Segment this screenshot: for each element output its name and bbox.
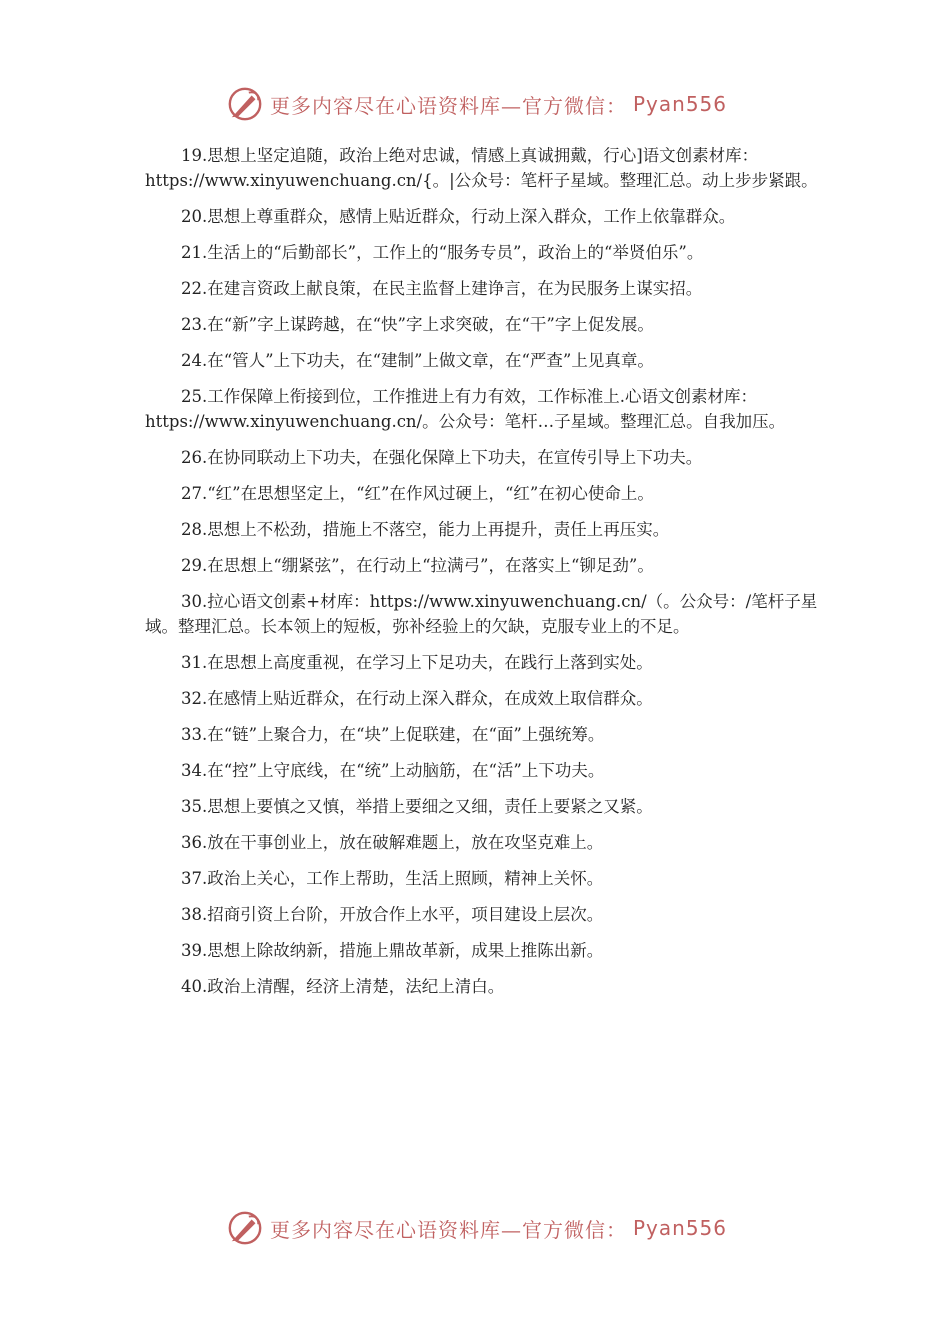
list-item: 27.“红”在思想坚定上，“红”在作风过硬上，“红”在初心使命上。 bbox=[181, 484, 654, 503]
header-banner bbox=[226, 84, 746, 124]
list-item: 31.在思想上高度重视，在学习上下足功夫，在践行上落到实处。 bbox=[181, 653, 653, 672]
banner-text: 更多内容尽在心语资料库—官方微信： bbox=[270, 93, 627, 118]
footer-banner bbox=[226, 1208, 746, 1248]
pen-logo-icon bbox=[226, 85, 264, 123]
list-item: 21.生活上的“后勤部长”，工作上的“服务专员”，政治上的“举贤伯乐”。 bbox=[181, 243, 704, 262]
list-item: 33.在“链”上聚合力，在“块”上促联建，在“面”上强统筹。 bbox=[181, 725, 605, 744]
list-item: 35.思想上要慎之又慎，举措上要细之又细，责任上要紧之又紧。 bbox=[181, 797, 653, 816]
wechat-id: Pyan556 bbox=[633, 1216, 728, 1240]
list-item: 34.在“控”上守底线，在“统”上动脑筋，在“活”上下功夫。 bbox=[181, 761, 605, 780]
list-item: 22.在建言资政上献良策，在民主监督上建诤言，在为民服务上谋实招。 bbox=[181, 279, 703, 298]
list-item: 36.放在干事创业上，放在破解难题上，放在攻坚克难上。 bbox=[181, 833, 604, 852]
list-item: 25.工作保障上衔接到位，工作推进上有力有效，工作标准上.心语文创素材库：https://www.xinyuwenchuang.cn/。公众号：笔杆…子星域。整理汇总。自我加压。 bbox=[145, 387, 786, 431]
list-item: 24.在“管人”上下功夫，在“建制”上做文章，在“严查”上见真章。 bbox=[181, 351, 654, 370]
list-item: 23.在“新”字上谋跨越，在“快”字上求突破，在“干”字上促发展。 bbox=[181, 315, 654, 334]
list-item: 40.政治上清醒，经济上清楚，法纪上清白。 bbox=[181, 977, 505, 996]
list-item: 30.拉心语文创素+材库：https://www.xinyuwenchuang.cn/（。公众号：/笔杆子星域。整理汇总。长本领上的短板，弥补经验上的欠缺，克服专业上的不足。 bbox=[145, 592, 818, 636]
list-item: 38.招商引资上台阶，开放合作上水平，项目建设上层次。 bbox=[181, 905, 604, 924]
list-item: 29.在思想上“绷紧弦”，在行动上“拉满弓”，在落实上“铆足劲”。 bbox=[181, 556, 654, 575]
list-item: 32.在感情上贴近群众，在行动上深入群众，在成效上取信群众。 bbox=[181, 689, 653, 708]
list-item: 39.思想上除故纳新，措施上鼎故革新，成果上推陈出新。 bbox=[181, 941, 604, 960]
list-item: 19.思想上坚定追随，政治上绝对忠诚，情感上真诚拥戴，行心]语文创素材库：https://www.xinyuwenchuang.cn/{。|公众号：笔杆子星域。整理汇总。动上步步紧跟。 bbox=[145, 146, 818, 190]
list-item: 37.政治上关心，工作上帮助，生活上照顾，精神上关怀。 bbox=[181, 869, 604, 888]
pen-logo-icon bbox=[226, 1209, 264, 1247]
document-body bbox=[145, 143, 825, 1010]
list-item: 20.思想上尊重群众，感情上贴近群众，行动上深入群众，工作上依靠群众。 bbox=[181, 207, 736, 226]
list-item: 28.思想上不松劲，措施上不落空，能力上再提升，责任上再压实。 bbox=[181, 520, 670, 539]
banner-text: 更多内容尽在心语资料库—官方微信： bbox=[270, 1217, 627, 1242]
wechat-id: Pyan556 bbox=[633, 92, 728, 116]
list-item: 26.在协同联动上下功夫，在强化保障上下功夫，在宣传引导上下功夫。 bbox=[181, 448, 703, 467]
